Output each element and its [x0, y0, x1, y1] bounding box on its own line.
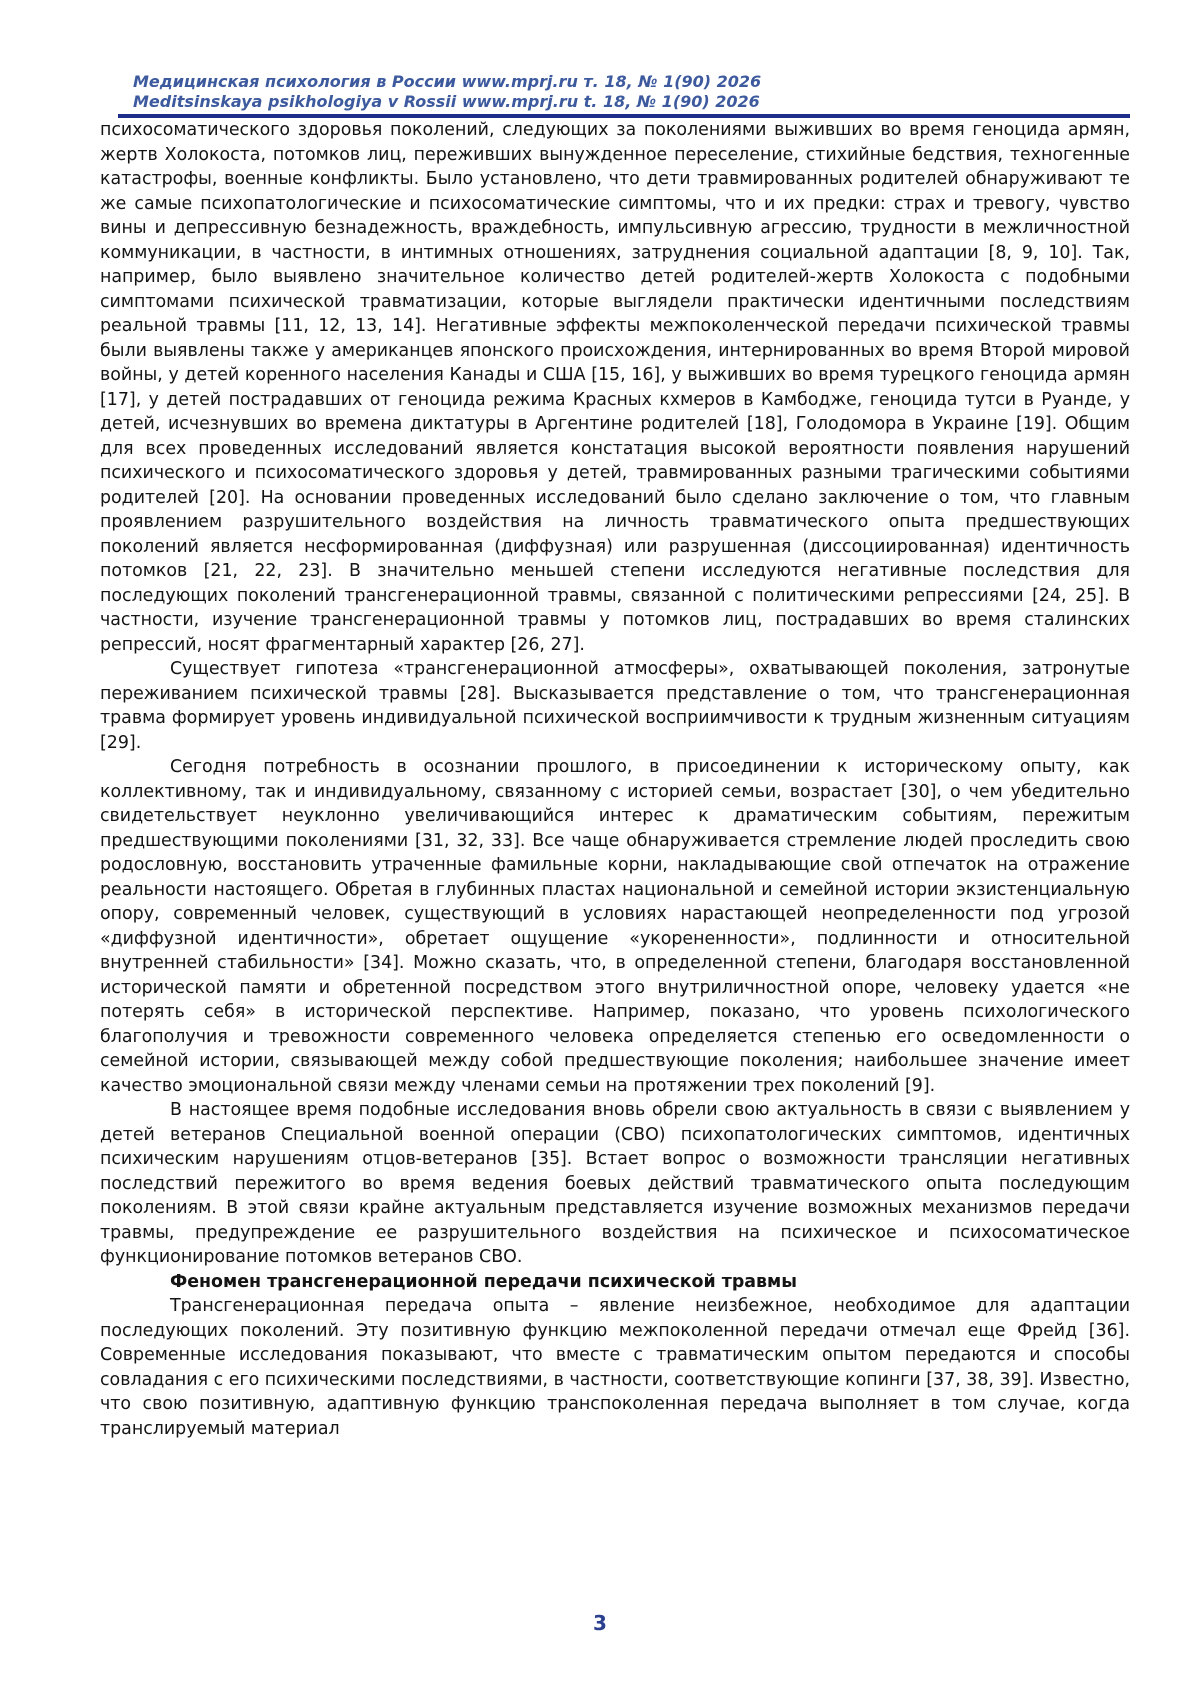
header-line-ru: Медицинская психология в России www.mprj.ru т. 18, № 1(90) 2026: [133, 72, 762, 91]
section-heading: Феномен трансгенерационной передачи психической травмы: [170, 1271, 797, 1292]
paragraph: Существует гипотеза «трансгенерационной атмосферы», охватывающей поколения, затронутые переживанием психической травмы [28]. Высказывается представление о том, что трансгенерационная травма формирует уровень индивидуальной психической восприимчивости к трудным жизненным ситуациям [29].: [100, 659, 1130, 753]
page-number: 3: [593, 1611, 607, 1635]
header-line-en: Meditsinskaya psikhologiya v Rossii www.mprj.ru t. 18, № 1(90) 2026: [133, 92, 760, 111]
running-header: [133, 72, 1123, 112]
paragraph: Сегодня потребность в осознании прошлого, в присоединении к историческому опыту, как коллективному, так и индивидуальному, связанному с историей семьи, возрастает [30], о чем убедительно свидетельствует неуклонно увеличивающийся интерес к драматическим событиям, пережитым предшествующими поколениями [31, 32, 33]. Все чаще обнаруживается стремление людей проследить свою родословную, восстановить утраченные фамильные корни, накладывающие свой отпечаток на отражение реальности настоящего. Обретая в глубинных пластах национальной и семейной истории экзистенциальную опору, современный человек, существующий в условиях нарастающей неопределенности под угрозой «диффузной идентичности», обретает ощущение «укорененности», подлинности и относительной внутренней стабильности» [34]. Можно сказать, что, в определенной степени, благодаря восстановленной исторической памяти и обретенной посредством этого внутриличностной опоре, человеку удается «не потерять себя» в исторической перспективе. Например, показано, что уровень психологического благополучия и тревожности современного человека определяется степенью его осведомленности о семейной истории, связывающей между собой предшествующие поколения; наибольшее значение имеет качество эмоциональной связи между членами семьи на протяжении трех поколений [9].: [100, 757, 1130, 1096]
article-body: [100, 118, 1130, 1441]
paragraph-continued: психосоматического здоровья поколений, следующих за поколениями выживших во время геноцида армян, жертв Холокоста, потомков лиц, переживших вынужденное переселение, стихийные бедствия, техногенные катастрофы, военные конфликты. Было установлено, что дети травмированных родителей обнаруживают те же самые психопатологические и психосоматические симптомы, что и их предки: страх и тревогу, чувство вины и депрессивную безнадежность, враждебность, импульсивную агрессию, трудности в межличностной коммуникации, в частности, в интимных отношениях, затруднения социальной адаптации [8, 9, 10]. Так, например, было выявлено значительное количество детей родителей-жертв Холокоста с подобными симптомами психической травматизации, которые выглядели практически идентичными последствиям реальной травмы [11, 12, 13, 14]. Негативные эффекты межпоколенческой передачи психической травмы были выявлены также у американцев японского происхождения, интернированных во время Второй мировой войны, у детей коренного населения Канады и США [15, 16], у выживших во время турецкого геноцида армян [17], у детей пострадавших от геноцида режима Красных кхмеров в Камбодже, геноцида тутси в Руанде, у детей, исчезнувших во времена диктатуры в Аргентине родителей [18], Голодомора в Украине [19]. Общим для всех проведенных исследований является констатация высокой вероятности появления нарушений психического и психосоматического здоровья у детей, травмированных разными трагическими событиями родителей [20]. На основании проведенных исследований было сделано заключение о том, что главным проявлением разрушительного воздействия на личность травматического опыта предшествующих поколений является несформированная (диффузная) или разрушенная (диссоциированная) идентичность потомков [21, 22, 23]. В значительно меньшей степени исследуются негативные последствия для последующих поколений трансгенерационной травмы, связанной с политическими репрессиями [24, 25]. В частности, изучение трансгенерационной травмы у потомков лиц, пострадавших во время сталинских репрессий, носят фрагментарный характер [26, 27].: [100, 120, 1130, 655]
paragraph: В настоящее время подобные исследования вновь обрели свою актуальность в связи с выявлением у детей ветеранов Специальной военной операции (СВО) психопатологических симптомов, идентичных психическим нарушениям отцов-ветеранов [35]. Встает вопрос о возможности трансляции негативных последствий пережитого во время ведения боевых действий травматического опыта последующим поколениям. В этой связи крайне актуальным представляется изучение возможных механизмов передачи травмы, предупреждение ее разрушительного воздействия на психическое и психосоматическое функционирование потомков ветеранов СВО.: [100, 1100, 1130, 1267]
section-paragraph: Трансгенерационная передача опыта – явление неизбежное, необходимое для адаптации последующих поколений. Эту позитивную функцию межпоколенной передачи отмечал еще Фрейд [36]. Современные исследования показывают, что вместе с травматическим опытом передаются и способы совладания с его психическими последствиями, в частности, соответствующие копинги [37, 38, 39]. Известно, что свою позитивную, адаптивную функцию транспоколенная передача выполняет в том случае, когда транслируемый материал: [100, 1296, 1130, 1439]
